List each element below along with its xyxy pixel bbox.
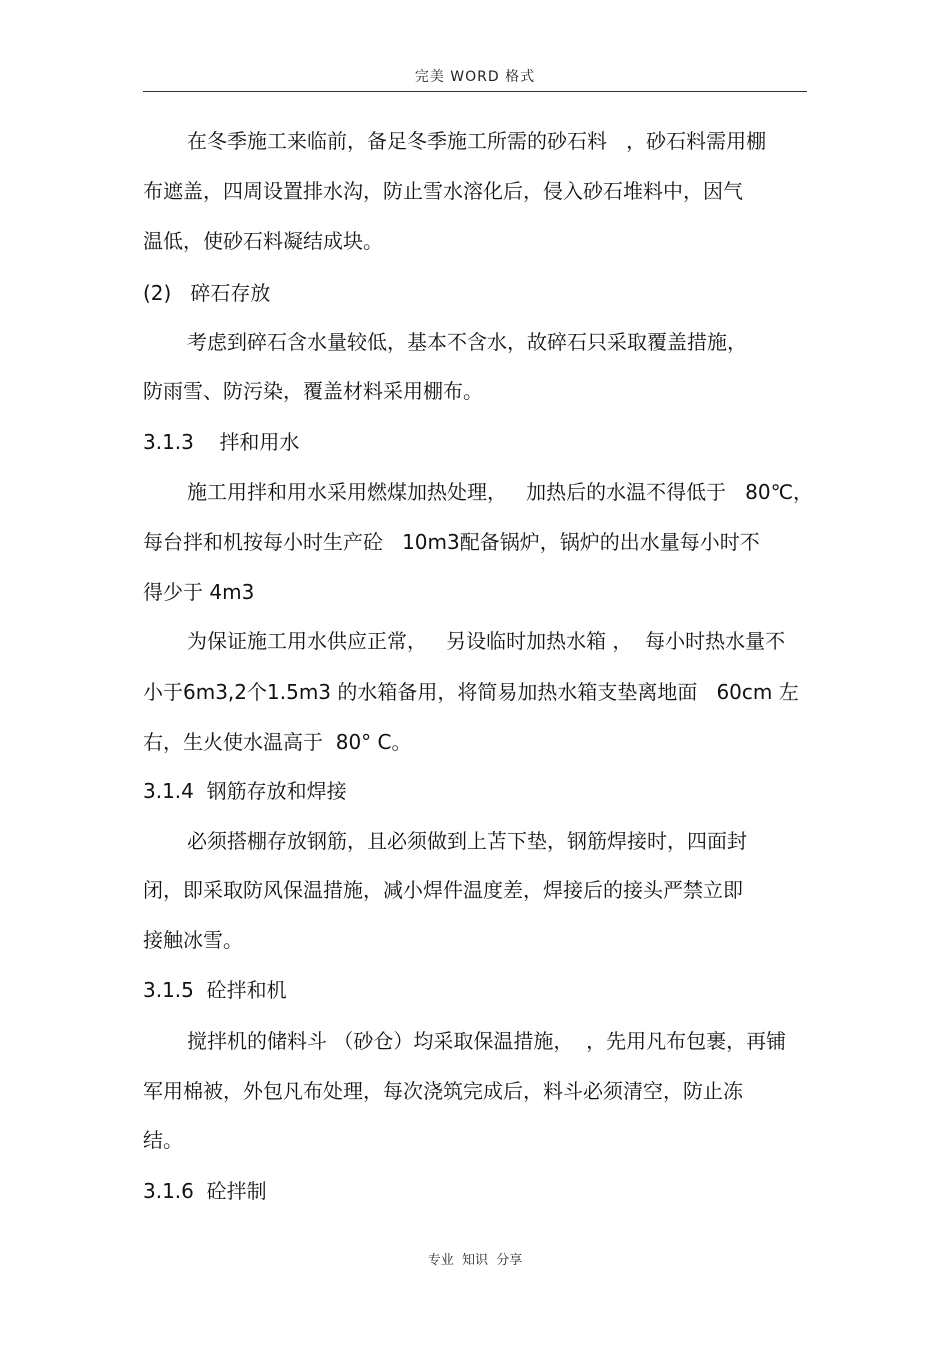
page-header: 完美 WORD 格式 [414,69,536,85]
paragraph-line: 防雨雪、防污染，覆盖材料采用棚布。 [143,379,483,403]
paragraph-line: 搅拌机的储料斗 （砂仓）均采取保温措施， ，先用凡布包裹，再铺 [187,1029,787,1053]
paragraph-line: 右，生火使水温高于 80° C。 [143,730,412,754]
header-rule [143,91,807,92]
paragraph-line: 在冬季施工来临前，备足冬季施工所需的砂石料 ，砂石料需用棚 [187,129,767,153]
paragraph-line: 小于6m3,2个1.5m3 的水箱备用，将简易加热水箱支垫离地面 60cm 左 [143,680,799,704]
paragraph-line: 布遮盖，四周设置排水沟，防止雪水溶化后，侵入砂石堆料中，因气 [143,179,743,203]
section-heading: (2) 碎石存放 [143,281,271,305]
paragraph-line: 温低，使砂石料凝结成块。 [143,229,383,253]
paragraph-line: 考虑到碎石含水量较低，基本不含水，故碎石只采取覆盖措施， [187,330,747,354]
paragraph-line: 每台拌和机按每小时生产砼 10m3配备锅炉，锅炉的出水量每小时不 [143,530,760,554]
paragraph-line: 接触冰雪。 [143,928,243,952]
section-heading: 3.1.6 砼拌制 [143,1179,267,1203]
paragraph-line: 军用棉被，外包凡布处理，每次浇筑完成后，料斗必须清空，防止冻 [143,1079,743,1103]
section-heading: 3.1.5 砼拌和机 [143,978,287,1002]
paragraph-line: 闭，即采取防风保温措施，减小焊件温度差，焊接后的接头严禁立即 [143,878,743,902]
paragraph-line: 得少于 4m3 [143,580,255,604]
section-heading: 3.1.4 钢筋存放和焊接 [143,779,347,803]
paragraph-line: 必须搭棚存放钢筋，且必须做到上苫下垫，钢筋焊接时，四面封 [187,829,747,853]
paragraph-line: 施工用拌和用水采用燃煤加热处理， 加热后的水温不得低于 80℃， [187,480,814,504]
section-heading: 3.1.3 拌和用水 [143,430,300,454]
paragraph-line: 为保证施工用水供应正常， 另设临时加热水箱 ， 每小时热水量不 [187,629,786,653]
page-footer: 专业 知识 分享 [427,1253,523,1268]
paragraph-line: 结。 [143,1128,183,1152]
